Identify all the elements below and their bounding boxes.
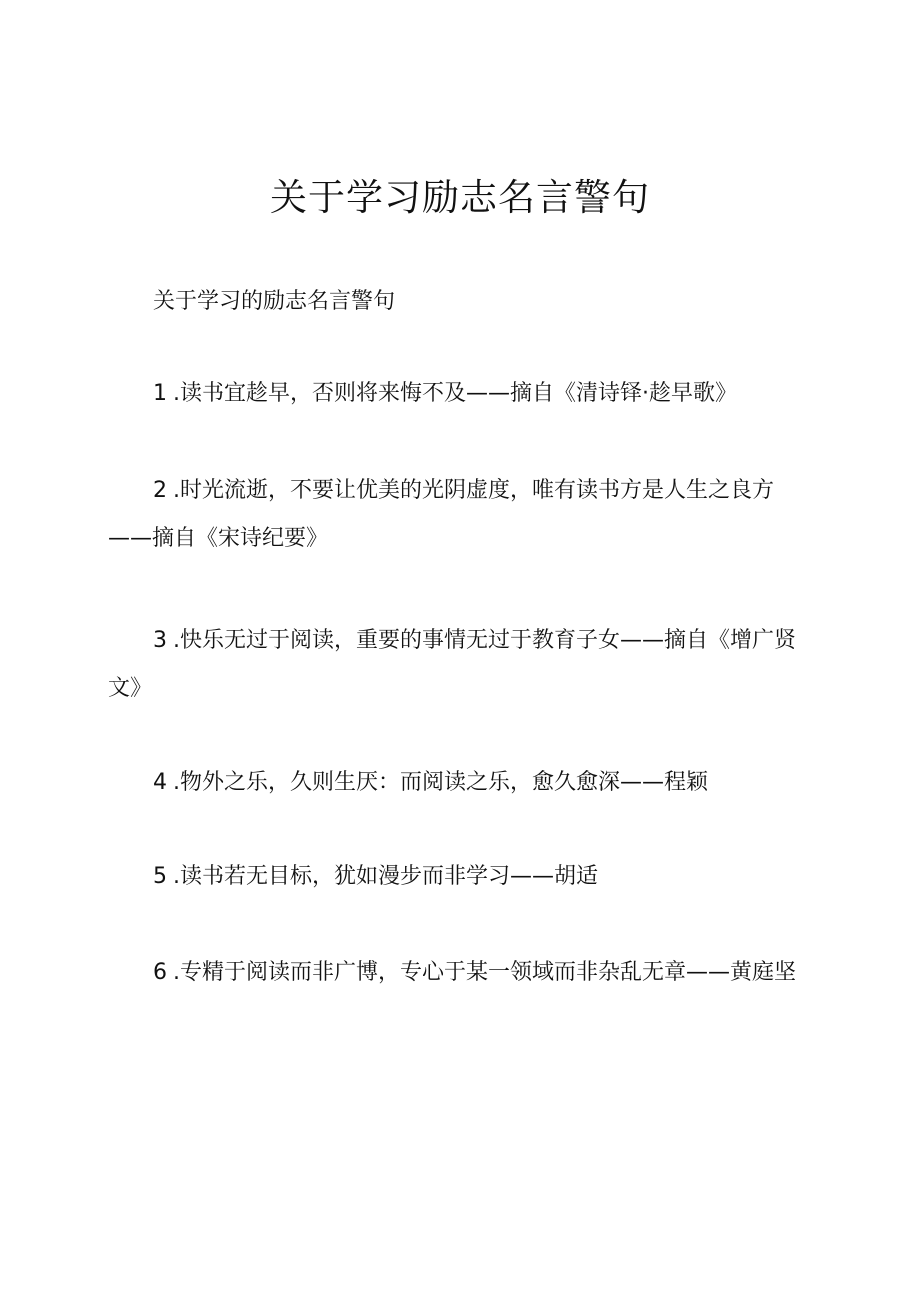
quote-item-6	[108, 949, 798, 997]
quote-text: .时光流逝，不要让优美的光阴虚度，唯有读书方是人生之良方——摘自《宋诗纪要》	[108, 478, 774, 551]
document-title: 关于学习励志名言警句	[270, 176, 650, 219]
intro-paragraph: 关于学习的励志名言警句	[153, 289, 396, 314]
quote-number: 3	[153, 628, 167, 653]
quote-text: .物外之乐，久则生厌：而阅读之乐，愈久愈深——程颖	[173, 770, 708, 795]
quote-item-1	[108, 370, 798, 418]
quote-number: 6	[153, 960, 167, 985]
quote-number: 4	[153, 770, 167, 795]
quote-number: 5	[153, 864, 167, 889]
quote-item-3	[108, 617, 798, 713]
quote-text: .读书若无目标，犹如漫步而非学习——胡适	[173, 864, 598, 889]
quote-number: 1	[153, 381, 167, 406]
quote-text: .快乐无过于阅读，重要的事情无过于教育子女——摘自《增广贤文》	[108, 628, 796, 701]
quote-item-5	[108, 853, 798, 901]
quote-item-2	[108, 467, 798, 563]
quote-item-4	[108, 759, 798, 807]
quote-text: .专精于阅读而非广博，专心于某一领域而非杂乱无章——黄庭坚	[173, 960, 796, 985]
quote-number: 2	[153, 478, 167, 503]
quote-text: .读书宜趁早，否则将来悔不及——摘自《清诗铎·趁早歌》	[173, 381, 737, 406]
